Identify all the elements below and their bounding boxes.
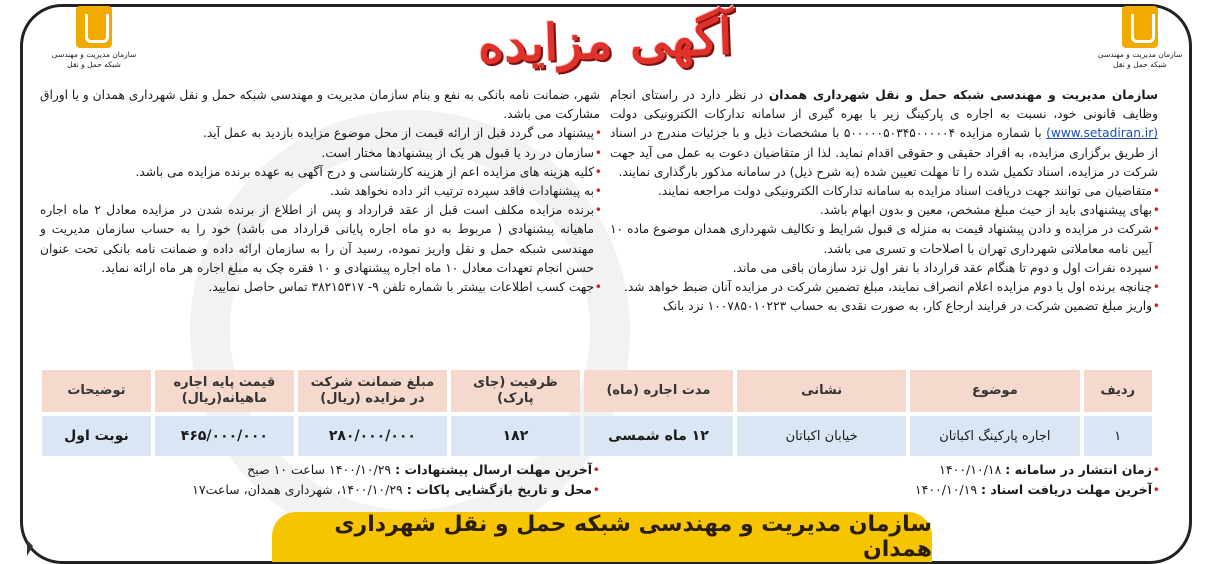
dates-right xyxy=(760,460,1160,500)
submit-deadline xyxy=(150,460,600,480)
logo-caption-left: سازمان مدیریت و مهندسی شبکه حمل و نقل xyxy=(51,50,137,69)
logo-caption-right: سازمان مدیریت و مهندسی شبکه حمل و نقل xyxy=(1097,50,1183,69)
cell-address: خیابان اکباتان xyxy=(737,416,906,456)
opening-info-label: محل و تاریخ بازگشایی پاکات : xyxy=(406,482,592,497)
publish-date-label: زمان انتشار در سامانه : xyxy=(1005,462,1152,477)
list-item: • سازمان در رد یا قبول هر یک از پیشنهادها مختار است. xyxy=(40,144,600,163)
publish-date xyxy=(760,460,1160,480)
col-header-subject: موضوع xyxy=(910,370,1079,412)
cell-deposit: ۲۸۰/۰۰۰/۰۰۰ xyxy=(298,416,447,456)
opening-info-value: ۱۴۰۰/۱۰/۲۹، شهرداری همدان، ساعت۱۷ xyxy=(192,482,407,497)
logo-right xyxy=(1090,6,1190,70)
list-item: • چنانچه برنده اول یا دوم مزایده اعلام انصراف نمایند، مبلغ تضمین شرکت در مزایده آنان ضبط خواهد شد. xyxy=(610,278,1158,297)
opening-info xyxy=(150,480,600,500)
intro-text: در نظر دارد در راستای انجام وظایف قانونی خود، نسبت به اجاره ی پارکینگ زیر با بهره گیری از سامانه تدارکات الکترونیکی دولت xyxy=(610,88,1158,122)
intro-tail: با شماره مزایده ۵۰۰۰۰۰۵۰۳۴۵۰۰۰۰۰۴ با مشخصات ذیل و با جزئیات مندرج در اسناد از طریق برگزاری مزایده، به افراد حقیقی و حقوقی اقدام نماید. لذا از متقاضیان دعوت به عمل می آید جهت شرکت در مزایده، اسناد تکمیل شده را تا مهلت تعیین شده (به شرح ذیل) در سامانه مذکور بارگذاری نمایند. xyxy=(610,126,1158,179)
col-header-notes: توضیحات xyxy=(42,370,151,412)
col-header-address: نشانی xyxy=(737,370,906,412)
setad-link[interactable]: (www.setadiran.ir) xyxy=(1046,126,1158,141)
footer-banner: سازمان مدیریت و مهندسی شبکه حمل و نقل شهرداری همدان xyxy=(272,512,932,562)
right-column xyxy=(610,86,1158,316)
intro-paragraph xyxy=(610,86,1158,182)
cell-notes: نوبت اول xyxy=(42,416,151,456)
list-item: • کلیه هزینه های مزایده اعم از هزینه کارشناسی و درج آگهی به عهده برنده مزایده می باشد. xyxy=(40,163,600,182)
cell-subject: اجاره پارکینگ اکباتان xyxy=(910,416,1079,456)
col-header-base-price: قیمت پایه اجاره ماهیانه(ریال) xyxy=(155,370,294,412)
list-item: • سپرده نفرات اول و دوم تا هنگام عقد قرارداد با نفر اول نزد سازمان باقی می ماند. xyxy=(610,259,1158,278)
docs-deadline-label: آخرین مهلت دریافت اسناد : xyxy=(981,482,1152,497)
list-item: • پیشنهاد می گردد قبل از ارائه قیمت از محل موضوع مزایده بازدید به عمل آید. xyxy=(40,124,600,143)
auction-table xyxy=(38,366,1156,460)
table-header-row xyxy=(42,370,1152,412)
list-item: • شرکت در مزایده و دادن پیشنهاد قیمت به منزله ی قبول شرایط و تکالیف شهرداری همدان موضوع ماده ۱۰ آیین نامه معاملاتی شهرداری تهران با اصلاحات و تسری می باشد. xyxy=(610,220,1158,258)
logo-icon xyxy=(1122,6,1158,48)
cell-duration: ۱۲ ماه شمسی xyxy=(584,416,733,456)
left-intro: شهر، ضمانت نامه بانکی به نفع و بنام سازمان مدیریت و مهندسی شبکه حمل و نقل شهرداری همدان و یا اوراق مشارکت می باشد. xyxy=(40,88,600,122)
cell-capacity: ۱۸۲ xyxy=(451,416,580,456)
cell-row-no: ۱ xyxy=(1084,416,1153,456)
logo-icon xyxy=(76,6,112,48)
col-header-capacity: ظرفیت (جای پارک) xyxy=(451,370,580,412)
page-title: آگهی مزایده xyxy=(476,6,734,74)
list-item: • به پیشنهادات فاقد سپرده ترتیب اثر داده نخواهد شد. xyxy=(40,182,600,201)
submit-deadline-label: آخرین مهلت ارسال پیشنهادات : xyxy=(395,462,592,477)
logo-left xyxy=(44,6,144,70)
list-item: • جهت کسب اطلاعات بیشتر با شماره تلفن ۹- ۳۸۲۱۵۳۱۷ تماس حاصل نمایید. xyxy=(40,278,600,297)
dates-left xyxy=(150,460,600,500)
list-item: • برنده مزایده مکلف است قبل از عقد قرارداد و پس از اطلاع از برنده شدن در مزایده معادل ۲ ماه اجاره ماهیانه پیشنهادی ( مربوط به دو ماه اجاره پایانی قرارداد می باشد) خود را به حساب سازمان مدیریت و مهندسی شبکه حمل و نقل واریز نموده، رسید آن را به سازمان ارائه داده و ضمانت نامه بانکی تحت عنوان حسن انجام تعهدات معادل ۱۰ ماه اجاره پیشنهادی و ۱۰ فقره چک به مبلغ اجاره هر ماه ارائه نماید. xyxy=(40,201,600,278)
col-header-duration: مدت اجاره (ماه) xyxy=(584,370,733,412)
col-header-deposit: مبلغ ضمانت شرکت در مزایده (ریال) xyxy=(298,370,447,412)
docs-deadline-value: ۱۴۰۰/۱۰/۱۹ xyxy=(914,482,982,497)
submit-deadline-value: ۱۴۰۰/۱۰/۲۹ ساعت ۱۰ صبح xyxy=(247,462,396,477)
publish-date-value: ۱۴۰۰/۱۰/۱۸ xyxy=(939,462,1006,477)
list-item: • واریز مبلغ تضمین شرکت در فرایند ارجاع کار، به صورت نقدی به حساب ۱۰۰۷۸۵۰۱۰۲۲۳ نزد بانک xyxy=(610,297,1158,316)
mouse-cursor-icon xyxy=(27,540,33,556)
list-item: • متقاضیان می توانند جهت دریافت اسناد مزایده به سامانه تدارکات الکترونیکی دولت مراجعه نمایند. xyxy=(610,182,1158,201)
docs-deadline xyxy=(760,480,1160,500)
org-name: سازمان مدیریت و مهندسی شبکه حمل و نقل شهرداری همدان xyxy=(768,88,1158,102)
cell-base-price: ۴۶۵/۰۰۰/۰۰۰ xyxy=(155,416,294,456)
col-header-row-no: ردیف xyxy=(1084,370,1153,412)
left-column xyxy=(40,86,600,297)
table-row xyxy=(42,416,1152,456)
list-item: • بهای پیشنهادی باید از حیث مبلغ مشخص، معین و بدون ابهام باشد. xyxy=(610,201,1158,220)
